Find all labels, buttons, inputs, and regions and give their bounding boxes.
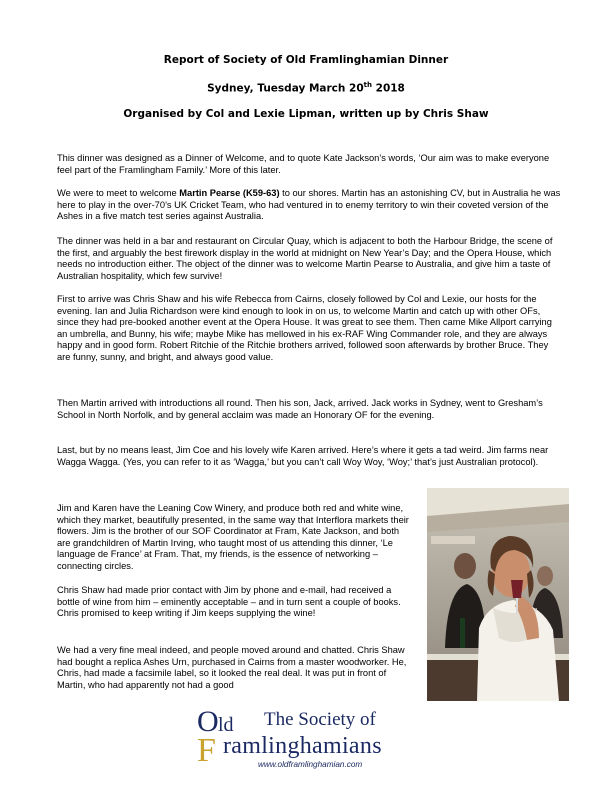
paragraph-martin-arrival: Then Martin arrived with introductions all round. Then his son, Jack, arrived. Jack works in Sydney, went to Gresham’s School in North Norfolk, and by general acclaim was made an Honorary OF for the evening. <box>57 398 543 420</box>
report-title: Report of Society of Old Framlinghamian Dinner <box>163 54 449 66</box>
date-text: Sydney, Tuesday March 20 <box>207 82 364 95</box>
report-organisers: Organised by Col and Lexie Lipman, written up by Chris Shaw <box>123 107 489 120</box>
paragraph-meal: We had a very fine meal indeed, and people moved around and chatted. Chris Shaw had bought a replica Ashes Urn, purchased in Cairns from a master woodworker. He, Chris, had made a facsimile label, so it looked the real deal. It was put in front of Martin, who had apparently not had a good <box>57 645 407 690</box>
logo-letter-f: F <box>197 732 216 769</box>
paragraph-intro: This dinner was designed as a Dinner of Welcome, and to quote Kate Jackson’s words, ‘Our aim was to make everyone feel part of the Framlingham Family.’ More of this later. <box>57 153 550 175</box>
dinner-photo <box>427 488 569 701</box>
logo-ld: ld <box>218 714 234 736</box>
logo-framlinghamians-text: ramlinghamians <box>223 733 382 759</box>
society-logo <box>196 706 426 770</box>
logo-website-url[interactable]: www.oldframlinghamian.com <box>258 760 363 769</box>
paragraph-martin-pearse: We were to meet to welcome Martin Pearse (K59-63) to our shores. Martin has an astonishing CV, but in Australia he was here to play in the over-70’s UK Cricket Team, who had ventured in to enemy territory to win their coveted version of the Ashes in a five match test series against Australia. <box>57 188 561 222</box>
logo-letter-o: O <box>197 706 219 738</box>
paragraph-prior-contact: Chris Shaw had made prior contact with Jim by phone and e-mail, had received a bottle of wine from him – eminently acceptable – and in turn sent a couple of books. Chris promised to keep writing if Jim keeps supplying the wine! <box>57 585 401 619</box>
date-year: 2018 <box>371 82 405 95</box>
paragraph-winery: Jim and Karen have the Leaning Cow Winery, and produce both red and white wine, which they market, beautifully presented, in the same way that Interflora markets their flowers. Jim is the brother of our SOF Coordinator at Fram, Kate Jackson, and both are grandchildren of Martin Irving, who taught most of us attending this dinner, ‘Le language de France’ at Fram. That, my friends, is the essence of networking – connecting circles. <box>57 503 409 571</box>
paragraph-venue: The dinner was held in a bar and restaurant on Circular Quay, which is adjacent to both the Harbour Bridge, the scene of the first, and arguably the best firework display in the world at midnight on New Year’s Day; and the Opera House, which needs no introduction either. The object of the dinner was to welcome Martin Pearse to Australia, and give him a taste of Australian hospitality, which few survive! <box>57 236 553 281</box>
guest-of-honour-name: Martin Pearse (K59-63) <box>179 188 280 198</box>
photo-of-man-drinking-wine <box>427 488 569 701</box>
paragraph-arrivals: First to arrive was Chris Shaw and his wife Rebecca from Cairns, closely followed by Col and Lexie, our hosts for the evening. Ian and Julia Richardson were kind enough to look in on us, to welcome Martin and catch up with other OFs, since they had pre-booked another event at the Opera House. It was great to see them. Then came Mike Allport carrying an umbrella, and Bunny, his wife; maybe Mike has mellowed in his ex-RAF Wing Commander role, and they are always happy and in good form. Robert Ritchie of the Ritchie brothers arrived, followed soon afterwards by brother Bruce. They are funny, sunny, and bright, and always good value. <box>57 294 552 362</box>
report-header <box>0 54 612 133</box>
date-ordinal-suffix: th <box>363 81 372 89</box>
logo-society-text: The Society of <box>264 709 376 730</box>
paragraph-jim-coe: Last, but by no means least, Jim Coe and his lovely wife Karen arrived. Here’s where it gets a tad weird. Jim farms near Wagga Wagga. (Yes, you can refer to it as ‘Wagga,’ but you can’t call Woy Woy, ‘Woy;’ that’s just Australian protocol). <box>57 445 549 467</box>
report-date-location <box>0 79 612 95</box>
